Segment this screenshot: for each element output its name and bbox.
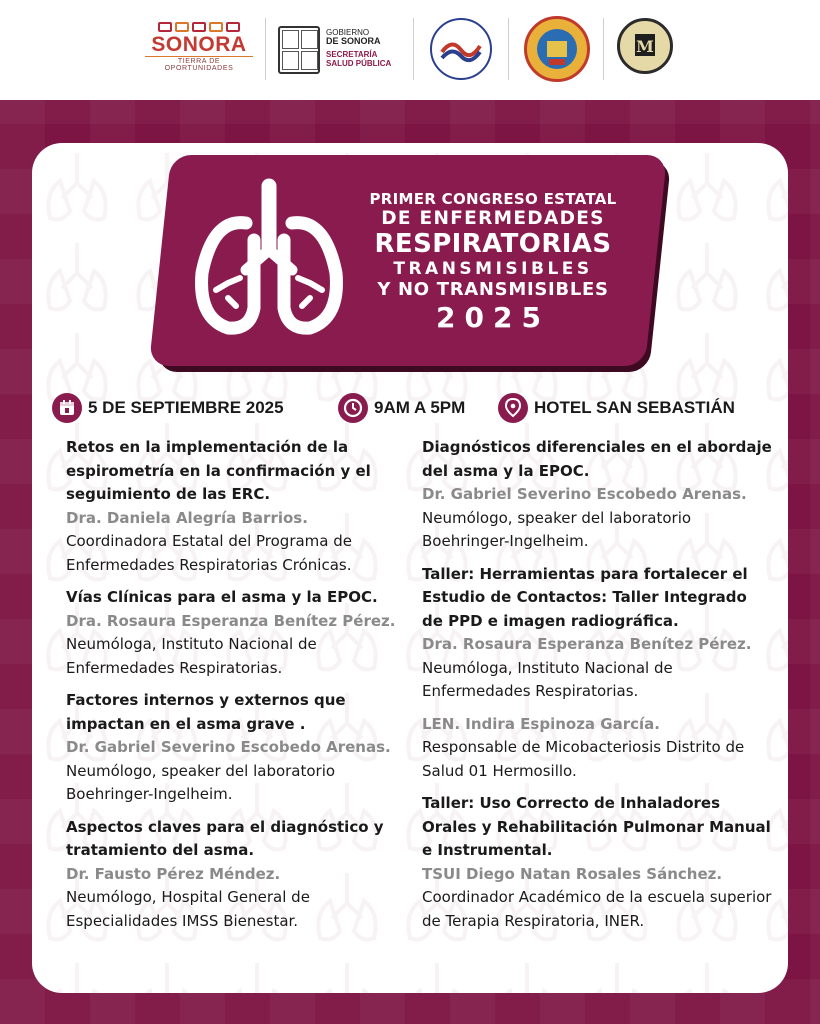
event-time bbox=[338, 392, 465, 424]
sonora-wordmark: SONORA bbox=[151, 33, 247, 56]
session-title: Taller: Uso Correcto de Inhaladores Orales y Rehabilitación Pulmonar Manual e Instrumental. bbox=[422, 794, 771, 859]
divider bbox=[603, 18, 604, 80]
title-line-4: TRANSMISIBLES bbox=[393, 259, 593, 279]
session-description: Neumólogo, Hospital General de Especialidades IMSS Bienestar. bbox=[66, 888, 310, 930]
title-line-1: PRIMER CONGRESO ESTATAL bbox=[369, 190, 617, 208]
session-speaker: TSUI Diego Natan Rosales Sánchez. bbox=[422, 864, 723, 883]
session-speaker: LEN. Indira Espinoza García. bbox=[422, 714, 660, 733]
divider bbox=[413, 18, 414, 80]
title-line-5: Y NO TRANSMISIBLES bbox=[377, 279, 609, 300]
medical-college-seal-icon bbox=[617, 18, 673, 74]
event-date bbox=[52, 392, 284, 424]
session-item bbox=[422, 563, 772, 704]
session-description: Neumóloga, Instituto Nacional de Enfermedades Respiratorias. bbox=[422, 658, 673, 700]
session-title: Vías Clínicas para el asma y la EPOC. bbox=[66, 588, 378, 606]
event-venue-text: HOTEL SAN SEBASTIÁN bbox=[534, 398, 735, 417]
divider bbox=[265, 18, 266, 80]
session-item bbox=[66, 586, 416, 680]
gobierno-sonora-logo bbox=[278, 26, 402, 76]
session-description: Coordinadora Estatal del Programa de Enfermedades Respiratorias Crónicas. bbox=[66, 532, 353, 574]
session-speaker: Dra. Daniela Alegría Barrios. bbox=[66, 508, 308, 527]
session-item bbox=[66, 816, 416, 934]
session-speaker: Dr. Gabriel Severino Escobedo Arenas. bbox=[66, 738, 391, 756]
session-title: Factores internos y externos que impactan en el asma grave . bbox=[66, 691, 346, 733]
event-title bbox=[352, 190, 634, 335]
session-item bbox=[66, 689, 416, 807]
header-logos bbox=[0, 0, 820, 100]
clock-icon bbox=[338, 393, 368, 423]
university-seal-icon bbox=[524, 16, 590, 82]
session-description: Neumólogo, speaker del laboratorio Boehringer-Ingelheim. bbox=[422, 508, 692, 550]
title-line-3: RESPIRATORIAS bbox=[374, 229, 612, 259]
sessions-right-column bbox=[422, 436, 772, 942]
event-venue bbox=[498, 392, 735, 424]
session-speaker: Dra. Rosaura Esperanza Benítez Pérez. bbox=[422, 635, 752, 653]
session-title: Diagnósticos diferenciales en el abordaje del asma y la EPOC. bbox=[422, 438, 772, 480]
sonora-tagline: TIERRA DE OPORTUNIDADES bbox=[145, 56, 253, 72]
state-shield-icon bbox=[278, 26, 320, 74]
lungs-icon bbox=[188, 178, 350, 346]
sessions-left-column bbox=[66, 436, 416, 942]
sonora-pattern-icon bbox=[145, 22, 253, 32]
session-description: Neumóloga, Instituto Nacional de Enfermedades Respiratorias. bbox=[66, 635, 317, 677]
session-title: Taller: Herramientas para fortalecer el Estudio de Contactos: Taller Integrado de PPD e imagen radiográfica. bbox=[422, 564, 748, 630]
event-time-text: 9AM A 5PM bbox=[374, 398, 466, 417]
title-line-2: DE ENFERMEDADES bbox=[381, 208, 605, 229]
sonora-logo bbox=[145, 22, 253, 80]
divider bbox=[508, 18, 509, 80]
event-year: 2025 bbox=[436, 301, 550, 334]
respiratory-society-seal-icon bbox=[430, 18, 492, 80]
session-title: Aspectos claves para el diagnóstico y tratamiento del asma. bbox=[66, 817, 384, 859]
session-speaker: Dr. Fausto Pérez Méndez. bbox=[66, 864, 281, 883]
event-date-text: 5 DE SEPTIEMBRE 2025 bbox=[88, 398, 284, 417]
session-description: Neumólogo, speaker del laboratorio Boehringer-Ingelheim. bbox=[66, 761, 336, 803]
session-description: Coordinador Académico de la escuela superior de Terapia Respiratoria, INER. bbox=[422, 888, 772, 930]
session-item bbox=[422, 436, 772, 554]
gobierno-text: GOBIERNO DE SONORA SECRETARÍA SALUD PÚBLICA bbox=[326, 28, 392, 68]
svg-text:M: M bbox=[636, 37, 654, 56]
session-title: Retos en la implementación de la espirometría en la confirmación y el seguimiento de las ERC. bbox=[66, 438, 371, 503]
calendar-icon bbox=[52, 393, 82, 423]
session-item bbox=[422, 792, 772, 933]
session-speaker: Dra. Rosaura Esperanza Benítez Pérez. bbox=[66, 611, 396, 630]
session-item bbox=[422, 713, 772, 784]
session-item bbox=[66, 436, 416, 577]
session-description: Responsable de Micobacteriosis Distrito de Salud 01 Hermosillo. bbox=[422, 738, 745, 780]
location-pin-icon bbox=[498, 393, 528, 423]
session-speaker: Dr. Gabriel Severino Escobedo Arenas. bbox=[422, 485, 747, 503]
